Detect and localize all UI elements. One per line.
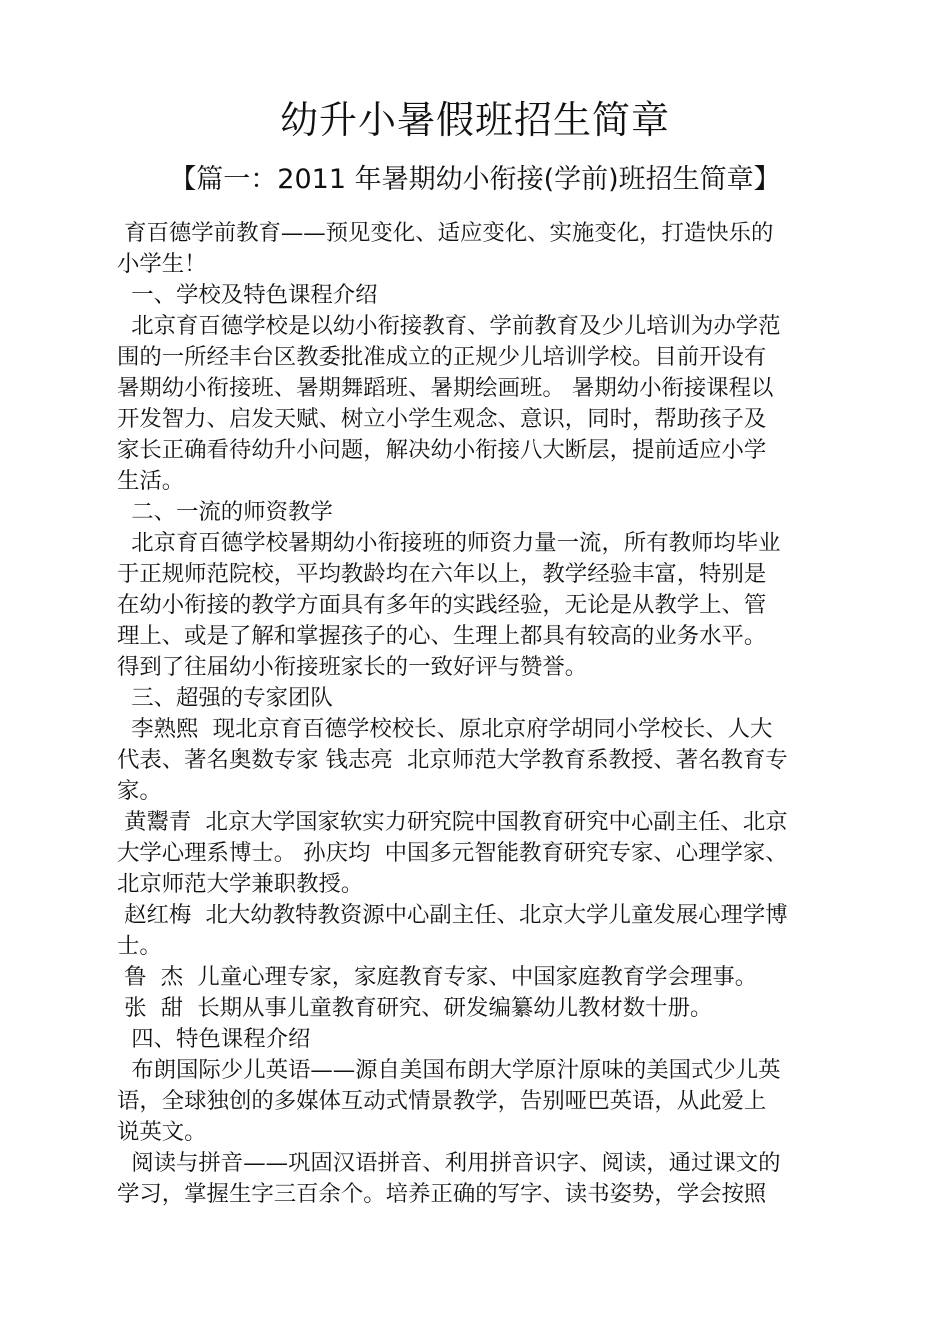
body-line: 说英文。	[117, 1119, 207, 1145]
body-line: 家。	[117, 778, 162, 804]
body-line: 北京育百德学校暑期幼小衔接班的师资力量一流，所有教师均毕业	[117, 530, 781, 556]
body-line: 小学生！	[117, 251, 207, 277]
document-title: 幼升小暑假班招生简章	[279, 98, 670, 142]
body-line: 三、超强的专家团队	[117, 685, 333, 711]
body-line: 赵红梅 北大幼教特教资源中心副主任、北京大学儿童发展心理学博	[117, 902, 788, 928]
body-line: 围的一所经丰台区教委批准成立的正规少儿培训学校。目前开设有	[117, 344, 767, 370]
body-line: 大学心理系博士。 孙庆均 中国多元智能教育研究专家、心理学家、	[117, 840, 788, 866]
body-line: 理上、或是了解和掌握孩子的心、生理上都具有较高的业务水平。	[117, 623, 767, 649]
body-line: 代表、著名奥数专家 钱志亮 北京师范大学教育系教授、著名教育专	[117, 747, 788, 773]
body-line: 北京育百德学校是以幼小衔接教育、学前教育及少儿培训为办学范	[117, 313, 781, 339]
body-line: 北京师范大学兼职教授。	[117, 871, 364, 897]
body-line: 张 甜 长期从事儿童教育研究、研发编纂幼儿教材数十册。	[117, 995, 713, 1021]
document-subtitle: 【篇一：2011 年暑期幼小衔接(学前)班招生简章】	[169, 164, 781, 195]
body-line: 在幼小衔接的教学方面具有多年的实践经验，无论是从教学上、管	[117, 592, 767, 618]
body-line: 鲁 杰 儿童心理专家，家庭教育专家、中国家庭教育学会理事。	[117, 964, 758, 990]
document-body	[117, 218, 837, 1210]
body-line: 语，全球独创的多媒体互动式情景教学，告别哑巴英语，从此爱上	[117, 1088, 767, 1114]
body-line: 于正规师范院校，平均教龄均在六年以上，教学经验丰富，特别是	[117, 561, 767, 587]
body-line: 学习，掌握生字三百余个。培养正确的写字、读书姿势，学会按照	[117, 1181, 767, 1207]
body-line: 阅读与拼音——巩固汉语拼音、利用拼音识字、阅读，通过课文的	[117, 1150, 781, 1176]
body-line: 布朗国际少儿英语——源自美国布朗大学原汁原味的美国式少儿英	[117, 1057, 781, 1083]
body-line: 得到了往届幼小衔接班家长的一致好评与赞誉。	[117, 654, 588, 680]
body-line: 家长正确看待幼升小问题，解决幼小衔接八大断层，提前适应小学	[117, 437, 767, 463]
body-line: 暑期幼小衔接班、暑期舞蹈班、暑期绘画班。 暑期幼小衔接课程以	[117, 375, 774, 401]
body-line: 生活。	[117, 468, 185, 494]
body-line: 一、学校及特色课程介绍	[117, 282, 378, 308]
body-line: 士。	[117, 933, 162, 959]
body-line: 李熟熙 现北京育百德学校校长、原北京府学胡同小学校长、人大	[117, 716, 773, 742]
body-line: 四、特色课程介绍	[117, 1026, 311, 1052]
body-line: 二、一流的师资教学	[117, 499, 333, 525]
body-line: 育百德学前教育——预见变化、适应变化、实施变化，打造快乐的	[117, 220, 774, 246]
body-line: 黄鬻青 北京大学国家软实力研究院中国教育研究中心副主任、北京	[117, 809, 788, 835]
body-line: 开发智力、启发天赋、树立小学生观念、意识，同时，帮助孩子及	[117, 406, 767, 432]
